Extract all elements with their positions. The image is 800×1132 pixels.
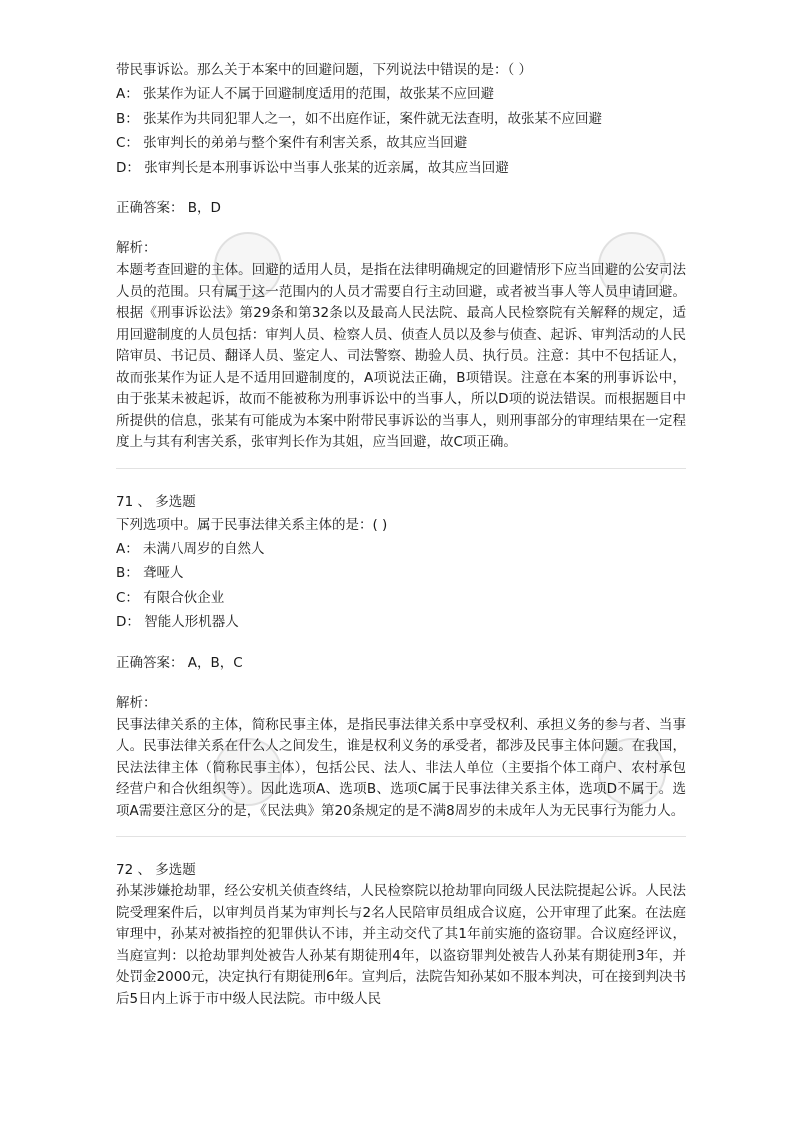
option-c xyxy=(116,586,686,611)
question-stem-tail: 带民事诉讼。那么关于本案中的回避问题，下列说法中错误的是：（ ） xyxy=(116,62,533,78)
correct-answer xyxy=(116,651,686,675)
option-letter: D： xyxy=(116,159,140,176)
option-text: 张审判长的弟弟与整个案件有利害关系，故其应当回避 xyxy=(143,135,468,151)
option-letter: A： xyxy=(116,540,139,557)
document-page xyxy=(116,58,686,1010)
option-b xyxy=(116,107,686,132)
answer-value: B，D xyxy=(187,200,221,216)
question-stem: 孙某涉嫌抢劫罪，经公安机关侦查终结，人民检察院以抢劫罪向同级人民法院提起公诉。人民法院受理案件后，以审判员肖某为审判长与2名人民陪审员组成合议庭，公开审理了此案。在法庭审理中，孙某对被指控的犯罪供认不讳，并主动交代了其1年前实施的盗窃罪。合议庭经评议，当庭宣判：以抢劫罪判处被告人孙某有期徒刑4年，以盗窃罪判处被告人孙某有期徒刑3年，并处罚金2000元，决定执行有期徒刑6年。宣判后，法院告知孙某如不服本判决，可在接到判决书后5日内上诉于市中级人民法院。市中级人民 xyxy=(116,883,686,1007)
option-text: 张某作为证人不属于回避制度适用的范围，故张某不应回避 xyxy=(143,86,495,102)
question-header: 71 、 多选题 xyxy=(116,493,196,510)
analysis-text: 民事法律关系的主体，简称民事主体，是指民事法律关系中享受权利、承担义务的参与者、当事人。民事法律关系在什么人之间发生，谁是权利义务的承受者，都涉及民事主体问题。在我国，民法法律主体（简称民事主体），包括公民、法人、非法人单位（主要指个体工商户、农村承包经营户和合伙组织等）。因此选项A、选项B、选项C属于民事法律关系主体，选项D不属于。选项A需要注意区分的是，《民法典》第20条规定的是不满8周岁的未成年人为无民事行为能力人。 xyxy=(116,716,686,819)
section-divider xyxy=(116,836,686,837)
option-letter: A： xyxy=(116,86,139,102)
answer-label: 正确答案： xyxy=(116,200,184,216)
option-b xyxy=(116,561,686,586)
option-letter: B： xyxy=(116,565,139,581)
correct-answer xyxy=(116,196,686,220)
answer-label: 正确答案： xyxy=(116,654,184,671)
option-text: 智能人形机器人 xyxy=(144,614,239,630)
question-stem: 下列选项中。属于民事法律关系主体的是：( ) xyxy=(116,516,388,533)
option-letter: C： xyxy=(116,589,139,606)
option-text: 张某作为共同犯罪人之一，如不出庭作证，案件就无法查明，故张某不应回避 xyxy=(143,110,603,127)
option-a xyxy=(116,537,686,562)
option-text: 未满八周岁的自然人 xyxy=(143,540,265,557)
option-text: 有限合伙企业 xyxy=(143,589,225,606)
analysis-text: 本题考查回避的主体。回避的适用人员，是指在法律明确规定的回避情形下应当回避的公安司法人员的范围。只有属于这一范围内的人员才需要自行主动回避，或者被当事人等人员申请回避。根据《刑事诉讼法》第29条和第32条以及最高人民法院、最高人民检察院有关解释的规定，适用回避制度的人员包括：审判人员、检察人员、侦查人员以及参与侦查、起诉、审判活动的人民陪审员、书记员、翻译人员、鉴定人、司法警察、勘验人员、执行员。注意：其中不包括证人，故而张某作为证人是不适用回避制度的，A项说法正确，B项错误。注意在本案的刑事诉讼中，由于张某未被起诉，故而不能被称为刑事诉讼中的当事人，所以D项的说法错误。而根据题目中所提供的信息，张某有可能成为本案中附带民事诉讼的当事人，则刑事部分的审理结果在一定程度上与其有利害关系，张审判长作为其姐，应当回避，故C项正确。 xyxy=(116,262,686,450)
option-letter: D： xyxy=(116,614,140,630)
analysis-label: 解析： xyxy=(116,694,157,711)
option-a xyxy=(116,82,686,107)
option-letter: C： xyxy=(116,135,139,151)
analysis-label: 解析： xyxy=(116,240,157,256)
option-text: 张审判长是本刑事诉讼中当事人张某的近亲属，故其应当回避 xyxy=(144,159,509,176)
option-text: 聋哑人 xyxy=(143,565,184,581)
option-letter: B： xyxy=(116,110,139,127)
answer-value: A，B，C xyxy=(187,654,243,671)
option-d xyxy=(116,610,686,635)
question-header: 72 、 多选题 xyxy=(116,862,196,878)
option-d xyxy=(116,156,686,181)
option-c xyxy=(116,131,686,156)
section-divider xyxy=(116,468,686,469)
